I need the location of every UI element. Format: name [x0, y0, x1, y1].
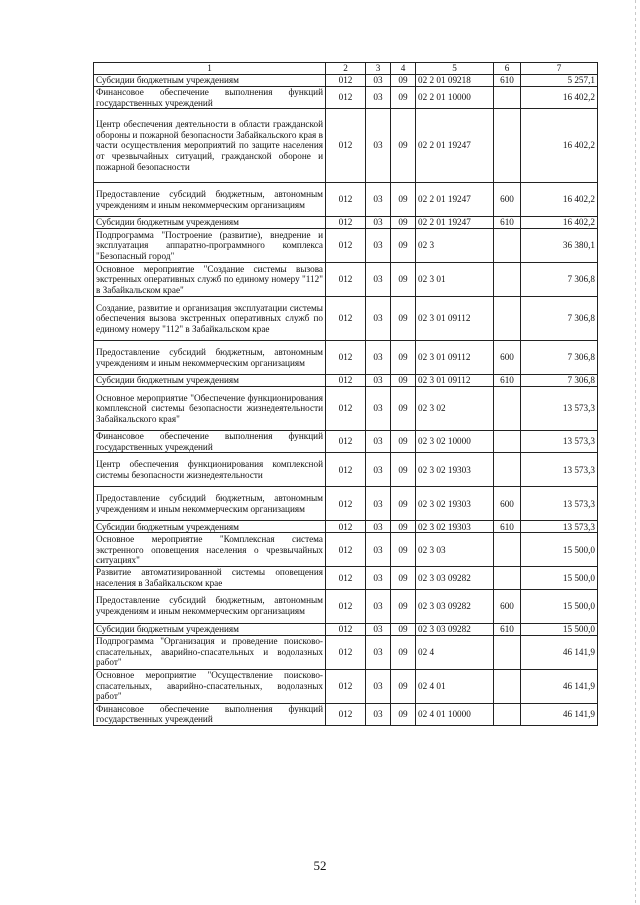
row-expense-type: 610 — [494, 75, 521, 87]
row-name: Центр обеспечения деятельности в области гражданской обороны и пожарной безопасности Забайкальского края в части осуществления мероприятий по защите населения от чрезвычайных ситуаций, гражданской обороне и пожарной безопасности — [94, 109, 326, 183]
row-admin-code: 012 — [326, 533, 366, 567]
row-subsection: 09 — [391, 623, 416, 635]
row-name: Создание, развитие и организация эксплуатации системы обеспечения вызова экстренных оперативных служб по единому номеру "112" в Забайкальском крае — [94, 297, 326, 341]
row-name: Развитие автоматизированной системы оповещения населения в Забайкальском крае — [94, 567, 326, 589]
row-amount: 15 500,0 — [521, 589, 598, 623]
header-row — [94, 63, 598, 75]
header-col-6: 6 — [494, 63, 521, 75]
row-target-code: 02 2 01 19247 — [416, 183, 494, 217]
row-section: 03 — [366, 263, 391, 297]
row-target-code: 02 3 03 09282 — [416, 589, 494, 623]
row-expense-type: 610 — [494, 375, 521, 387]
header-col-1: 1 — [94, 63, 326, 75]
row-section: 03 — [366, 109, 391, 183]
row-target-code: 02 4 01 10000 — [416, 703, 494, 725]
row-amount: 13 573,3 — [521, 487, 598, 521]
table-row — [94, 375, 598, 387]
table-row — [94, 109, 598, 183]
row-amount: 13 573,3 — [521, 521, 598, 533]
row-expense-type — [494, 533, 521, 567]
row-section: 03 — [366, 375, 391, 387]
row-section: 03 — [366, 635, 391, 669]
row-amount: 13 573,3 — [521, 387, 598, 431]
row-expense-type: 610 — [494, 623, 521, 635]
row-admin-code: 012 — [326, 109, 366, 183]
table-row — [94, 75, 598, 87]
row-amount: 16 402,2 — [521, 109, 598, 183]
row-expense-type — [494, 567, 521, 589]
row-subsection: 09 — [391, 387, 416, 431]
table-row — [94, 217, 598, 229]
row-section: 03 — [366, 217, 391, 229]
row-admin-code: 012 — [326, 487, 366, 521]
table-row — [94, 567, 598, 589]
row-section: 03 — [366, 669, 391, 703]
table-row — [94, 703, 598, 725]
scan-edge — [635, 0, 636, 905]
row-subsection: 09 — [391, 75, 416, 87]
row-target-code: 02 3 02 19303 — [416, 453, 494, 487]
row-admin-code: 012 — [326, 263, 366, 297]
row-subsection: 09 — [391, 567, 416, 589]
row-expense-type: 610 — [494, 521, 521, 533]
row-target-code: 02 3 02 19303 — [416, 487, 494, 521]
row-subsection: 09 — [391, 703, 416, 725]
row-amount: 16 402,2 — [521, 217, 598, 229]
row-expense-type: 600 — [494, 341, 521, 375]
row-admin-code: 012 — [326, 623, 366, 635]
row-section: 03 — [366, 533, 391, 567]
table-row — [94, 669, 598, 703]
row-name: Подпрограмма "Построение (развитие), внедрение и эксплуатация аппаратно-программного комплекса "Безопасный город" — [94, 229, 326, 263]
row-admin-code: 012 — [326, 635, 366, 669]
header-col-7: 7 — [521, 63, 598, 75]
row-target-code: 02 2 01 19247 — [416, 109, 494, 183]
row-section: 03 — [366, 431, 391, 453]
row-target-code: 02 3 03 — [416, 533, 494, 567]
row-subsection: 09 — [391, 487, 416, 521]
row-target-code: 02 3 03 09282 — [416, 567, 494, 589]
table-row — [94, 623, 598, 635]
row-amount: 15 500,0 — [521, 623, 598, 635]
row-expense-type — [494, 453, 521, 487]
row-admin-code: 012 — [326, 297, 366, 341]
table-row — [94, 263, 598, 297]
row-admin-code: 012 — [326, 341, 366, 375]
row-name: Предоставление субсидий бюджетным, автономным учреждениям и иным некоммерческим организациям — [94, 589, 326, 623]
row-target-code: 02 3 01 09112 — [416, 341, 494, 375]
table-row — [94, 183, 598, 217]
row-subsection: 09 — [391, 453, 416, 487]
row-name: Финансовое обеспечение выполнения функций государственных учреждений — [94, 431, 326, 453]
row-amount: 46 141,9 — [521, 669, 598, 703]
row-name: Субсидии бюджетным учреждениям — [94, 623, 326, 635]
row-amount: 7 306,8 — [521, 297, 598, 341]
row-subsection: 09 — [391, 589, 416, 623]
row-expense-type — [494, 87, 521, 109]
row-admin-code: 012 — [326, 229, 366, 263]
row-admin-code: 012 — [326, 217, 366, 229]
row-admin-code: 012 — [326, 589, 366, 623]
row-subsection: 09 — [391, 183, 416, 217]
row-expense-type — [494, 109, 521, 183]
row-subsection: 09 — [391, 341, 416, 375]
row-subsection: 09 — [391, 669, 416, 703]
row-expense-type — [494, 387, 521, 431]
row-amount: 16 402,2 — [521, 87, 598, 109]
row-section: 03 — [366, 703, 391, 725]
row-name: Центр обеспечения функционирования комплексной системы безопасности жизнедеятельности — [94, 453, 326, 487]
header-col-3: 3 — [366, 63, 391, 75]
row-target-code: 02 3 02 — [416, 387, 494, 431]
row-name: Субсидии бюджетным учреждениям — [94, 75, 326, 87]
row-admin-code: 012 — [326, 669, 366, 703]
row-expense-type: 610 — [494, 217, 521, 229]
row-amount: 7 306,8 — [521, 263, 598, 297]
table-row — [94, 453, 598, 487]
row-name: Субсидии бюджетным учреждениям — [94, 375, 326, 387]
row-expense-type — [494, 229, 521, 263]
table-row — [94, 387, 598, 431]
table-row — [94, 533, 598, 567]
row-subsection: 09 — [391, 297, 416, 341]
row-expense-type: 600 — [494, 487, 521, 521]
row-section: 03 — [366, 623, 391, 635]
header-col-2: 2 — [326, 63, 366, 75]
row-subsection: 09 — [391, 217, 416, 229]
row-amount: 7 306,8 — [521, 341, 598, 375]
row-section: 03 — [366, 387, 391, 431]
row-name: Основное мероприятие "Осуществление поисково-спасательных, аварийно-спасательных, водолазных работ" — [94, 669, 326, 703]
table-row — [94, 487, 598, 521]
row-amount: 16 402,2 — [521, 183, 598, 217]
row-subsection: 09 — [391, 635, 416, 669]
row-target-code: 02 2 01 09218 — [416, 75, 494, 87]
table-row — [94, 297, 598, 341]
row-subsection: 09 — [391, 109, 416, 183]
row-section: 03 — [366, 75, 391, 87]
row-name: Предоставление субсидий бюджетным, автономным учреждениям и иным некоммерческим организациям — [94, 183, 326, 217]
row-section: 03 — [366, 567, 391, 589]
row-target-code: 02 2 01 19247 — [416, 217, 494, 229]
row-target-code: 02 2 01 10000 — [416, 87, 494, 109]
table-row — [94, 229, 598, 263]
row-amount: 5 257,1 — [521, 75, 598, 87]
row-expense-type — [494, 263, 521, 297]
budget-table — [93, 62, 598, 726]
row-name: Предоставление субсидий бюджетным, автономным учреждениям и иным некоммерческим организациям — [94, 341, 326, 375]
row-target-code: 02 4 01 — [416, 669, 494, 703]
row-name: Предоставление субсидий бюджетным, автономным учреждениям и иным некоммерческим организациям — [94, 487, 326, 521]
row-name: Субсидии бюджетным учреждениям — [94, 521, 326, 533]
row-section: 03 — [366, 453, 391, 487]
row-section: 03 — [366, 297, 391, 341]
row-amount: 46 141,9 — [521, 703, 598, 725]
header-col-5: 5 — [416, 63, 494, 75]
page-number: 52 — [313, 858, 327, 873]
row-target-code: 02 3 01 09112 — [416, 297, 494, 341]
row-amount: 15 500,0 — [521, 533, 598, 567]
row-subsection: 09 — [391, 229, 416, 263]
row-name: Основное мероприятие "Обеспечение функционирования комплексной системы безопасности жизнедеятельности Забайкальского края" — [94, 387, 326, 431]
row-expense-type — [494, 669, 521, 703]
row-target-code: 02 3 — [416, 229, 494, 263]
row-amount: 13 573,3 — [521, 431, 598, 453]
row-subsection: 09 — [391, 521, 416, 533]
row-admin-code: 012 — [326, 521, 366, 533]
row-subsection: 09 — [391, 375, 416, 387]
row-subsection: 09 — [391, 533, 416, 567]
row-target-code: 02 3 03 09282 — [416, 623, 494, 635]
row-section: 03 — [366, 487, 391, 521]
row-admin-code: 012 — [326, 431, 366, 453]
row-amount: 46 141,9 — [521, 635, 598, 669]
row-expense-type — [494, 635, 521, 669]
row-amount: 15 500,0 — [521, 567, 598, 589]
row-name: Основное мероприятие "Создание системы вызова экстренных оперативных служб по единому номеру "112" в Забайкальском крае" — [94, 263, 326, 297]
row-subsection: 09 — [391, 87, 416, 109]
row-section: 03 — [366, 341, 391, 375]
row-amount: 7 306,8 — [521, 375, 598, 387]
row-admin-code: 012 — [326, 703, 366, 725]
row-section: 03 — [366, 521, 391, 533]
row-admin-code: 012 — [326, 183, 366, 217]
row-target-code: 02 4 — [416, 635, 494, 669]
row-expense-type — [494, 703, 521, 725]
header-col-4: 4 — [391, 63, 416, 75]
row-target-code: 02 3 01 — [416, 263, 494, 297]
row-admin-code: 012 — [326, 375, 366, 387]
row-target-code: 02 3 02 10000 — [416, 431, 494, 453]
row-name: Субсидии бюджетным учреждениям — [94, 217, 326, 229]
row-section: 03 — [366, 183, 391, 217]
row-amount: 36 380,1 — [521, 229, 598, 263]
row-section: 03 — [366, 87, 391, 109]
row-subsection: 09 — [391, 431, 416, 453]
row-name: Финансовое обеспечение выполнения функций государственных учреждений — [94, 703, 326, 725]
row-admin-code: 012 — [326, 567, 366, 589]
row-target-code: 02 3 01 09112 — [416, 375, 494, 387]
row-admin-code: 012 — [326, 87, 366, 109]
row-subsection: 09 — [391, 263, 416, 297]
row-name: Подпрограмма "Организация и проведение поисково-спасательных, аварийно-спасательных и водолазных работ" — [94, 635, 326, 669]
row-section: 03 — [366, 229, 391, 263]
row-expense-type — [494, 297, 521, 341]
table-row — [94, 87, 598, 109]
row-expense-type: 600 — [494, 183, 521, 217]
row-amount: 13 573,3 — [521, 453, 598, 487]
row-admin-code: 012 — [326, 453, 366, 487]
row-expense-type — [494, 431, 521, 453]
table-row — [94, 431, 598, 453]
row-admin-code: 012 — [326, 75, 366, 87]
row-expense-type: 600 — [494, 589, 521, 623]
row-name: Финансовое обеспечение выполнения функций государственных учреждений — [94, 87, 326, 109]
row-name: Основное мероприятие "Комплексная система экстренного оповещения населения о чрезвычайных ситуациях" — [94, 533, 326, 567]
row-admin-code: 012 — [326, 387, 366, 431]
table-row — [94, 589, 598, 623]
row-target-code: 02 3 02 19303 — [416, 521, 494, 533]
table-row — [94, 635, 598, 669]
table-row — [94, 521, 598, 533]
row-section: 03 — [366, 589, 391, 623]
table-row — [94, 341, 598, 375]
